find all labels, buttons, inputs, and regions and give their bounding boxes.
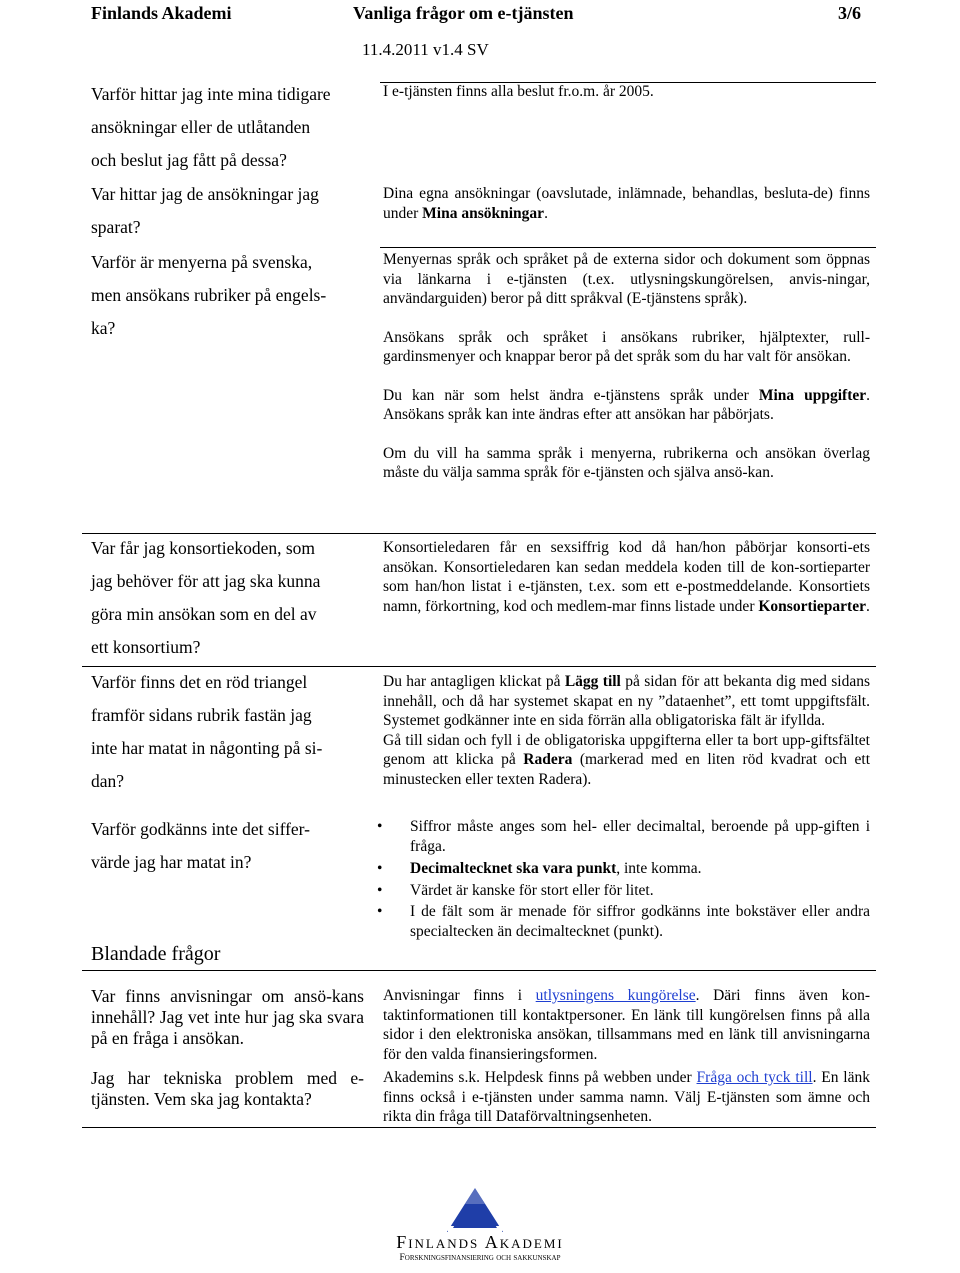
question-old-applications: Varför hittar jag inte mina tidigare ansökningar eller de utlåtanden och beslut jag fått på dessa?: [91, 84, 331, 170]
version-label: 11.4.2011 v1.4 SV: [362, 40, 489, 59]
question-red-triangle: Varför finns det en röd triangel framför sidans rubrik fastän jag inte har matat in någonting på si- dan?: [91, 672, 323, 791]
question-saved-applications: Var hittar jag de ansökningar jag sparat?: [91, 184, 319, 237]
question-instructions: Var finns anvisningar om ansö-kans innehåll? Jag vet inte hur jag ska svara på en fråga i ansökan.: [91, 986, 364, 1048]
list-item: • Siffror måste anges som hel- eller decimaltal, beroende på upp-giften i fråga.: [383, 817, 870, 856]
page-number: 3/6: [838, 3, 862, 23]
academy-logo: [360, 1184, 600, 1264]
section-heading: Blandade frågor: [91, 943, 221, 965]
question-technical-problems: Jag har tekniska problem med e-tjänsten. Vem ska jag kontakta?: [91, 1068, 364, 1109]
answer-language: Menyernas språk och språket på de externa sidor och dokument som öppnas via länkarna i e-tjänsten (t.ex. utlysningskungörelsen, anvis-ningar, användarguiden) beror på ditt språkval (E-tjänstens språk). Ansökans språk och språket i ansökans rubriker, hjälptexter, rull-gardinsmenyer och knappar beror på det språk som du har valt för ansökan. Du kan när som helst ändra e-tjänstens språk under Mina uppgifter. Ansökans språk kan inte ändras efter att ansökan har påbörjats. Om du vill ha samma språk i menyerna, rubrikerna och ansökan överlag måste du välja samma språk för e-tjänsten och själva ansö-kan.: [383, 251, 870, 481]
answer-instructions: Anvisningar finns i utlysningens kungörelse. Däri finns även kon-taktinformationen till kontaktpersoner. En länk till kungörelsen finns på alla sidor i den elektroniska ansökan, tillsammans med en länk till anvisningarna för den valda finansieringsformen.: [383, 987, 871, 1063]
answer-numeric-value: [383, 817, 870, 941]
link-helpdesk[interactable]: Fråga och tyck till: [696, 1069, 813, 1086]
question-numeric-value: Varför godkänns inte det siffer- värde jag har matat in?: [91, 819, 310, 872]
answer-consortium-code: Konsortieledaren får en sexsiffrig kod då han/hon påbörjar konsorti-ets ansökan. Konsortieledaren kan sedan meddela koden till de kon-sortieparter som han/hon listat i e-tjänsten, t.ex. som ett e-postmeddelande. Konsortiets namn, förkortning, kod och medlem-mar finns listade under Konsortieparter.: [383, 539, 870, 615]
separator-line: [380, 247, 876, 248]
list-item: • I de fält som är menade för siffror godkänns inte bokstäver eller andra specialtecken än decimaltecknet (punkt).: [383, 902, 870, 941]
question-consortium-code: Var får jag konsortiekoden, som jag behöver för att jag ska kunna göra min ansökan som en del av ett konsortium?: [91, 538, 321, 657]
separator-line: [82, 970, 876, 971]
logo-subtitle: Forskningsfinansiering och sakkunskap: [399, 1253, 561, 1263]
answer-old-applications: I e-tjänsten finns alla beslut fr.o.m. år 2005.: [383, 83, 654, 100]
answer-saved-applications: Dina egna ansökningar (oavslutade, inlämnade, behandlas, besluta-de) finns under Mina ansökningar.: [383, 185, 870, 222]
table-bottom-line: [82, 1127, 876, 1128]
link-call-announcement[interactable]: utlysningens kungörelse: [535, 987, 696, 1004]
list-item: • Värdet är kanske för stort eller för litet.: [383, 881, 870, 901]
list-item: • Decimaltecknet ska vara punkt, inte komma.: [383, 859, 870, 879]
triangle-logo-icon: [360, 1184, 600, 1264]
question-language: Varför är menyerna på svenska, men ansökans rubriker på engels- ka?: [91, 252, 327, 338]
answer-technical-problems: Akademins s.k. Helpdesk finns på webben under Fråga och tyck till. En länk finns också i e-tjänsten under samma namn. Välj E-tjänsten som ämne och rikta din fråga till Dataförvaltningsenheten.: [383, 1069, 870, 1125]
logo-name: Finlands Akademi: [396, 1232, 564, 1252]
answer-red-triangle: Du har antagligen klickat på Lägg till på sidan för att bekanta dig med sidans innehåll, och då har systemet skapat en ny ”dataenhet”, ett tomt uppgiftsfält. Systemet godkänner inte en sida förrän alla obligatoriska fält är ifyllda. Gå till sidan och fyll i de obligatoriska uppgifterna eller ta bort upp-giftsfältet genom att klicka på Radera (markerad med en liten röd kvadrat och ett minustecken eller texten Radera).: [383, 673, 871, 788]
header-title: Vanliga frågor om e-tjänsten: [353, 3, 574, 23]
header-org: Finlands Akademi: [91, 3, 232, 23]
